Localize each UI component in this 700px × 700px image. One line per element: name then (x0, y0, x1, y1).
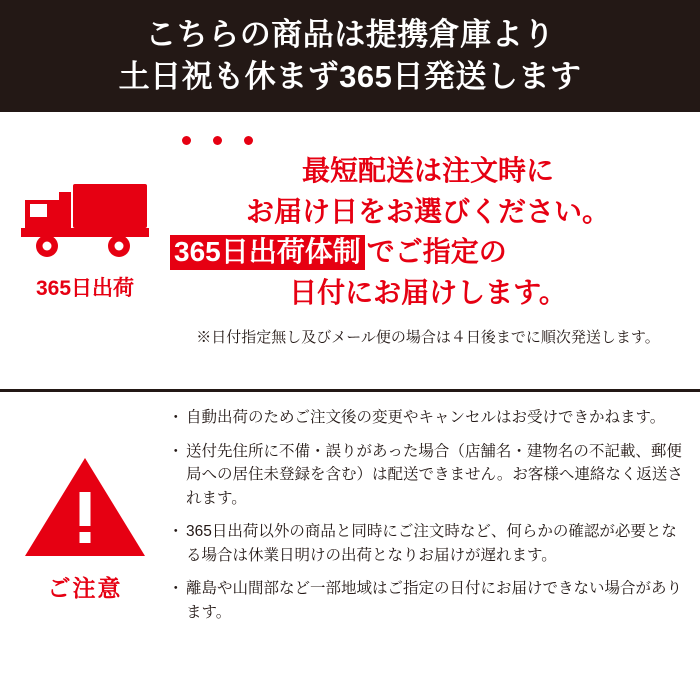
list-item: ・ 365日出荷以外の商品と同時にご注文時など、何らかの確認が必要となる場合は休業日明けの出荷となりお届けが遅れます。 (170, 520, 686, 567)
caution-caption: ご注意 (47, 575, 123, 601)
dot-icon (244, 136, 253, 145)
shipping-icon-column (0, 122, 170, 389)
shipping-line-4: 日付にお届けします。 (289, 276, 567, 308)
caution-section (0, 392, 700, 700)
shipping-section (0, 112, 700, 392)
truck-caption: 365日出荷 (35, 277, 135, 300)
dot-icon (213, 136, 222, 145)
shipping-text-column (170, 122, 700, 389)
shipping-line-2: お届け日をお選びください。 (245, 195, 610, 227)
header-line-1: こちらの商品は提携倉庫より (145, 17, 555, 53)
caution-list (170, 406, 686, 624)
list-item: ・ 離島や山間部など一部地域はご指定の日付にお届けできない場合があります。 (170, 577, 686, 624)
list-item: ・ 送付先住所に不備・誤りがあった場合（店舗名・建物名の不記載、郵便局への居住未登録を含む）は配送できません。お客様へ連絡なく返送されます。 (170, 440, 686, 511)
highlight-badge: 365日出荷体制 (170, 235, 365, 270)
decorative-dots (182, 136, 686, 145)
shipping-line-3 (170, 232, 686, 273)
header-line-2: 土日祝も休まず365日発送します (118, 59, 582, 94)
list-item: ・ 自動出荷のためご注文後の変更やキャンセルはお受けできかねます。 (170, 406, 686, 430)
shipping-note: ※日付指定無し及びメール便の場合は４日後までに順次発送します。 (196, 329, 660, 347)
shipping-line-3-tail: でご指定の (366, 236, 507, 268)
shipping-line-1: 最短配送は注文時に (301, 155, 554, 186)
delivery-truck-icon (15, 170, 155, 262)
dot-icon (182, 136, 191, 145)
warning-triangle-icon (21, 452, 149, 564)
caution-icon-column (0, 404, 170, 694)
caution-text-column (170, 404, 686, 694)
banner-header (0, 0, 700, 112)
